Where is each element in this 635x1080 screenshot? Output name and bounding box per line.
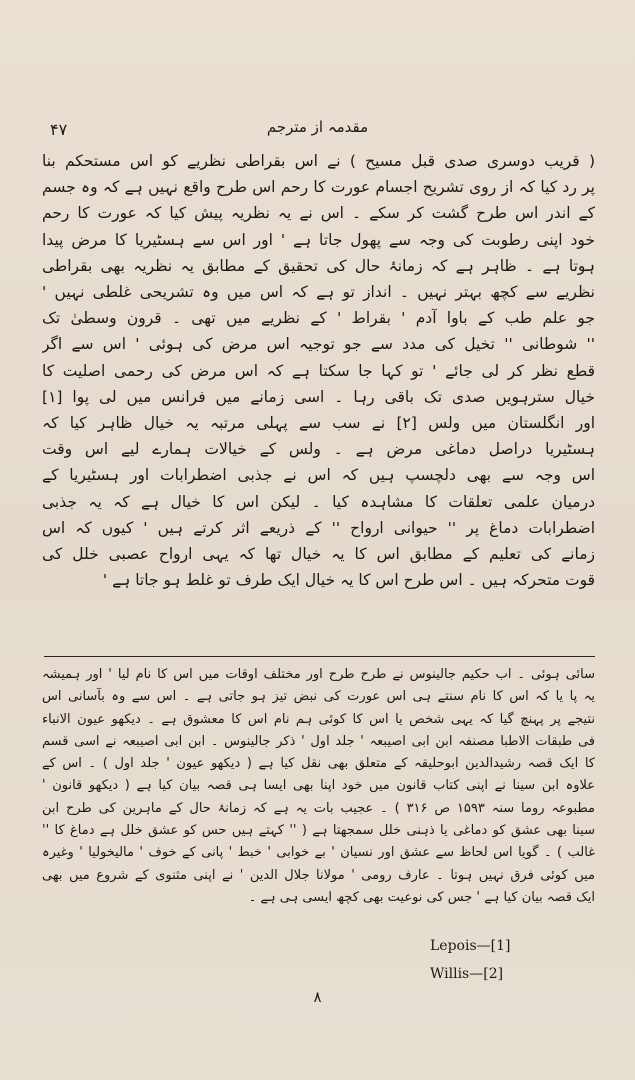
footnote-line: فی طبقات الاطبا مصنفہ ابن ابی اصیبعہ ' جلد اول ' ذکر جالینوس ۔ ابن ابی اصیبعہ نے اسی قسم — [42, 733, 595, 749]
footnotes — [42, 664, 595, 909]
body-line: زمانے کی تعلیم کے مطابق اس کا یہ خیال تھا کہ یہی ارواح عصبی خلل کی — [42, 545, 595, 564]
body-text — [42, 148, 595, 593]
footnote-line: کا ایک قصہ رشیدالدین ابوحلیقہ کے متعلق بھی نقل کیا ہے ( دیکھو عیون ' جلد اول ) ۔ اس کے — [42, 756, 595, 772]
reference-willis: Willis—[2] — [430, 966, 504, 982]
footnote-line: مطبوعہ روما سنہ ۱۵۹۳ ص ۳۱۶ ) ۔ عجیب بات یہ ہے کہ زمانۂ حال کے ماہرین کی طرح ابن — [42, 800, 595, 816]
footnote-line: غالب ) ۔ گویا اس لحاظ سے عشق اور نسیان ' بے خوابی ' خبط ' پانی کے خوف ' مالیخولیا ' وغیرہ — [42, 845, 595, 861]
reference-lepois: Lepois—[1] — [430, 938, 511, 954]
body-line: قطع نظر کر لی جائے ' تو کہا جا سکتا ہے کہ اس مرض کی رحمی اصلیت کا — [42, 361, 595, 380]
signature-mark: ۸ — [313, 988, 322, 1006]
body-line: خود اپنی رطوبت کی وجہ سے پھول جاتا ہے ' اور اس سے ہسٹیریا کا مرض پیدا — [42, 230, 595, 249]
footnote-line: علاوہ ابن سینا نے اپنی کتاب قانون میں خود اپنا بھی ایسا ہی قصہ بیان کیا ہے ( دیکھو قانون ' — [42, 778, 595, 794]
footnote-line: یہ پا یا کہ اس کا نام سنتے ہی اس عورت کی نبض تیز ہو جاتی ہے ۔ اس سے وہ بآسانی اس — [42, 689, 595, 705]
running-title: مقدمہ از مترجم — [266, 118, 369, 136]
footnote-line: سائی ہوئی ۔ اب حکیم جالینوس نے طرح طرح اور مختلف اوقات میں اس کا نام لیا ' اور ہمیشہ — [42, 667, 595, 682]
body-line: ہسٹیریا دراصل دماغی مرض ہے ۔ ولس کے خیالات ہمارے لیے اس وقت — [42, 440, 595, 459]
footnote-line: میں کوئی فرق نہیں ہوتا ۔ عارف رومی ' مولانا جلال الدین ' نے اپنی مثنوی کے شروع میں بھی — [42, 867, 595, 883]
reference-notes — [430, 932, 550, 988]
footnote-line: سینا بھی عشق کو دماغی یا ذہنی خلل سمجھتا ہے ( '' کہتے ہیں حس کو عشق خلل ہے دماغ کا '' — [42, 823, 595, 839]
body-line: پر رد کیا کہ از روی تشریح اجسام عورت کا رحم اس طرح واقع نہیں ہے کہ وہ جسم — [42, 178, 595, 197]
body-line: درمیان علمی تعلقات کا مشاہدہ کیا ۔ لیکن اس کا خیال ہے کہ یہ جذبی — [42, 492, 595, 511]
body-line: خیال سترہویں صدی تک باقی رہا ۔ اسی زمانے میں فرانس میں لی پوا [۱] — [42, 387, 595, 406]
body-line: جو علم طب کے باوا آدم ' بقراط ' کے نظریے میں تھی ۔ قرون وسطیٰ تک — [42, 309, 595, 328]
body-line: ہوتا ہے ۔ ظاہر ہے کہ زمانۂ حال کی تحقیق کے مطابق یہ نظریہ بھی بقراطی — [42, 256, 595, 275]
body-line: اور انگلستان میں ولس [۲] نے سب سے پہلی مرتبہ یہ خیال ظاہر کیا کہ — [42, 414, 595, 433]
page-number: ۴۷ — [50, 120, 68, 139]
body-line: قوت متحرکہ ہیں ۔ اس طرح اس کا یہ خیال ایک طرف تو غلط ہو جاتا ہے ' — [102, 571, 595, 590]
body-line: اضطرابات دماغ پر '' حیوانی ارواح '' کے ذریعے اثر کرتے ہیں ' کیوں کہ اس — [42, 518, 595, 537]
page-header — [40, 118, 595, 142]
body-line: کے اندر اس طرح گشت کر سکے ۔ اس نے یہ نظریہ پیش کیا کہ عورت کا رحم — [42, 204, 595, 223]
body-line: '' شوطانی '' تخیل کی مدد سے جو توجیہ اس مرض کی ہوئی ' اس سے اگر — [42, 335, 595, 354]
footnote-divider — [44, 656, 595, 657]
body-line: نظریے سے کچھ بہتر نہیں ۔ انداز تو ہے کہ اس میں وہ تشریحی غلطی نہیں ' — [42, 283, 595, 302]
body-line: ( قریب دوسری صدی قبل مسیح ) نے اس بقراطی نظریے کو اس مستحکم بنا — [42, 152, 595, 170]
footnote-line: نتیجے پر پہنچ گیا کہ یہی شخص یا اس کا کوئی ہم نام اس کا معشوق ہے ۔ دیکھو عیون الانباء — [42, 711, 595, 727]
body-line: اس وجہ سے بھی دلچسپ ہیں کہ اس نے جذبی اضطرابات اور ہسٹیریا کے — [42, 466, 595, 485]
footnote-line: ایک قصہ بیان کیا ہے ' جس کی نوعیت بھی کچھ ایسی ہی ہے ۔ — [248, 889, 595, 905]
